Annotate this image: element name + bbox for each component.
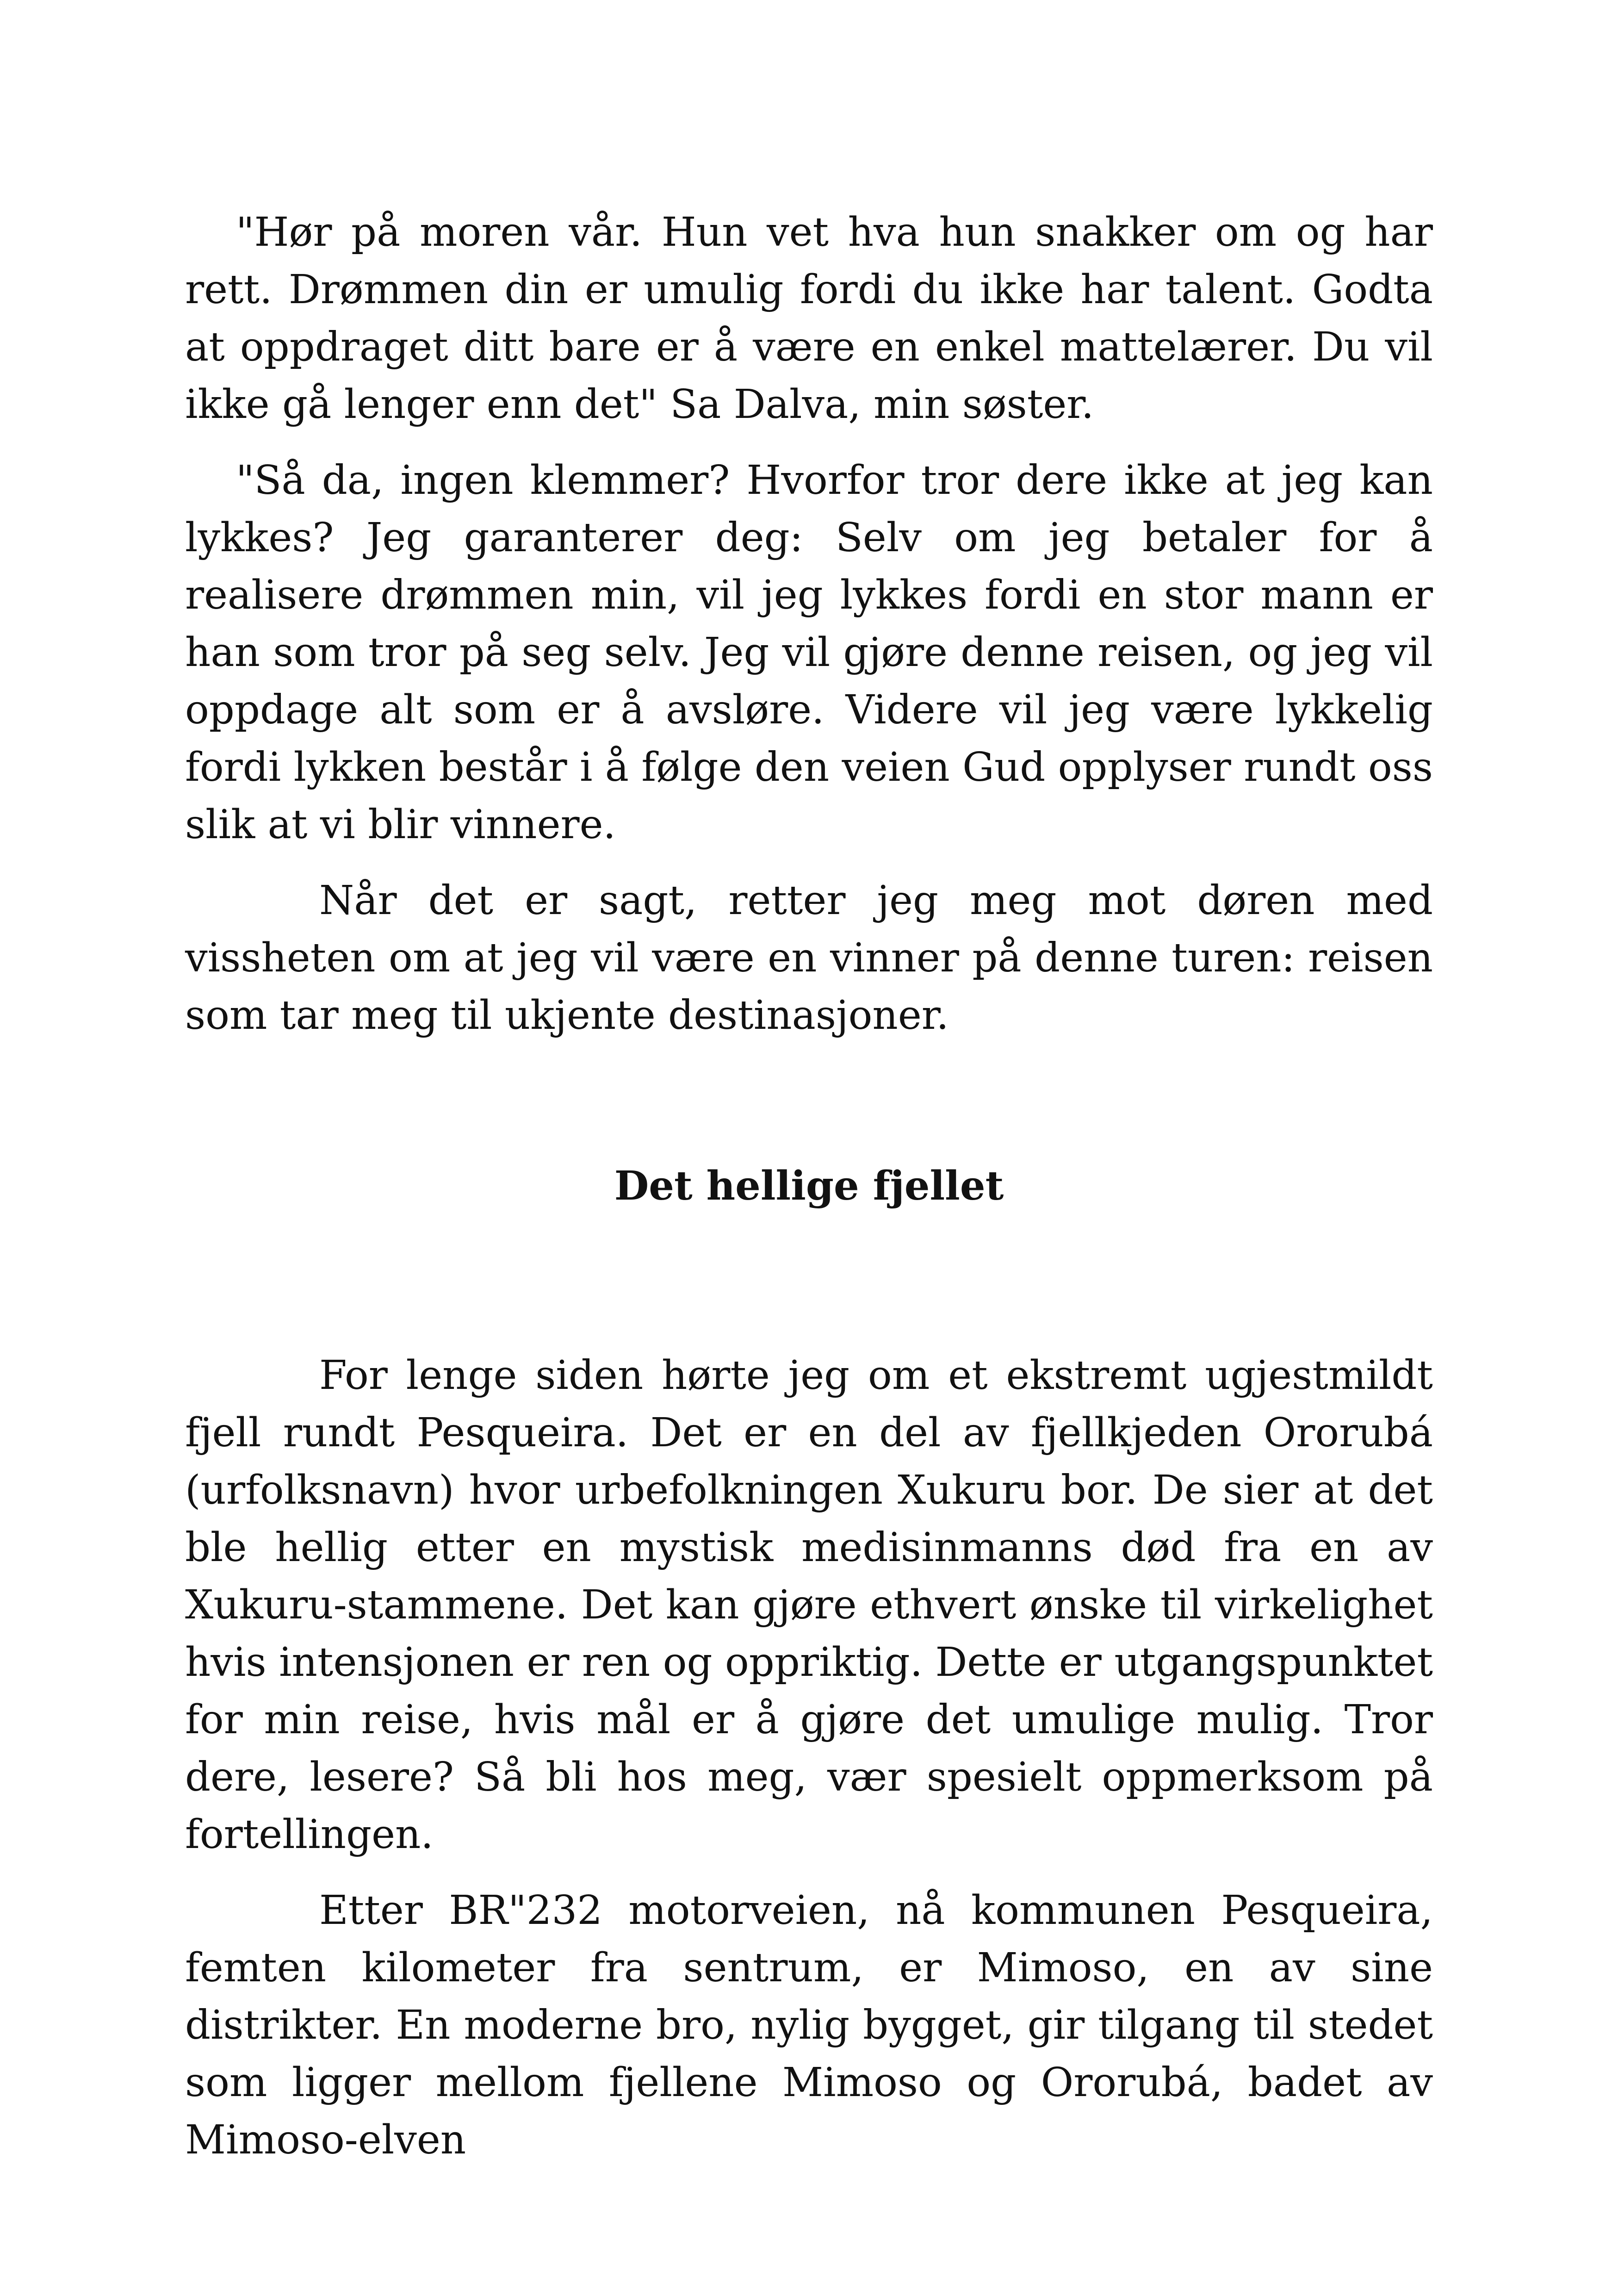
- paragraph-sacred-mountain: For lenge siden hørte jeg om et ekstremt ugjestmildt fjell rundt Pesqueira. Det er en del av fjellkjeden Ororubá (urfolksnavn) hvor urbefolkningen Xukuru bor. De sier at det ble hellig etter en mystisk medisinmanns død fra en av Xukuru-stammene. Det kan gjøre ethvert ønske til virkelighet hvis intensjonen er ren og oppriktig. Dette er utgangspunktet for min reise, hvis mål er å gjøre det umulige mulig. Tror dere, lesere? Så bli hos meg, vær spesielt oppmerksom på fortellingen.: [185, 1352, 1433, 1858]
- section-heading: Det hellige fjellet: [614, 1163, 1004, 1209]
- section-heading-wrap: [185, 1157, 1433, 1215]
- paragraph-dalva-quote: "Hør på moren vår. Hun vet hva hun snakker om og har rett. Drømmen din er umulig fordi du ikke har talent. Godta at oppdraget ditt bare er å være en enkel mattelærer. Du vil ikke gå lenger enn det" Sa Dalva, min søster.: [185, 209, 1433, 428]
- paragraph-narrator-reply: "Så da, ingen klemmer? Hvorfor tror dere ikke at jeg kan lykkes? Jeg garanterer deg: Selv om jeg betaler for å realisere drømmen min, vil jeg lykkes fordi en stor mann er han som tror på seg selv. Jeg vil gjøre denne reisen, og jeg vil oppdage alt som er å avsløre. Videre vil jeg være lykkelig fordi lykken består i å følge den veien Gud opplyser rundt oss slik at vi blir vinnere.: [185, 457, 1433, 848]
- book-page: [185, 204, 1433, 2169]
- paragraph-toward-door: Når det er sagt, retter jeg meg mot døren med vissheten om at jeg vil være en vinner på denne turen: reisen som tar meg til ukjente destinasjoner.: [185, 877, 1433, 1039]
- paragraph-highway-directions: Etter BR"232 motorveien, nå kommunen Pesqueira, femten kilometer fra sentrum, er Mimoso, en av sine distrikter. En moderne bro, nylig bygget, gir tilgang til stedet som ligger mellom fjellene Mimoso og Ororubá, badet av Mimoso-elven: [185, 1887, 1433, 2163]
